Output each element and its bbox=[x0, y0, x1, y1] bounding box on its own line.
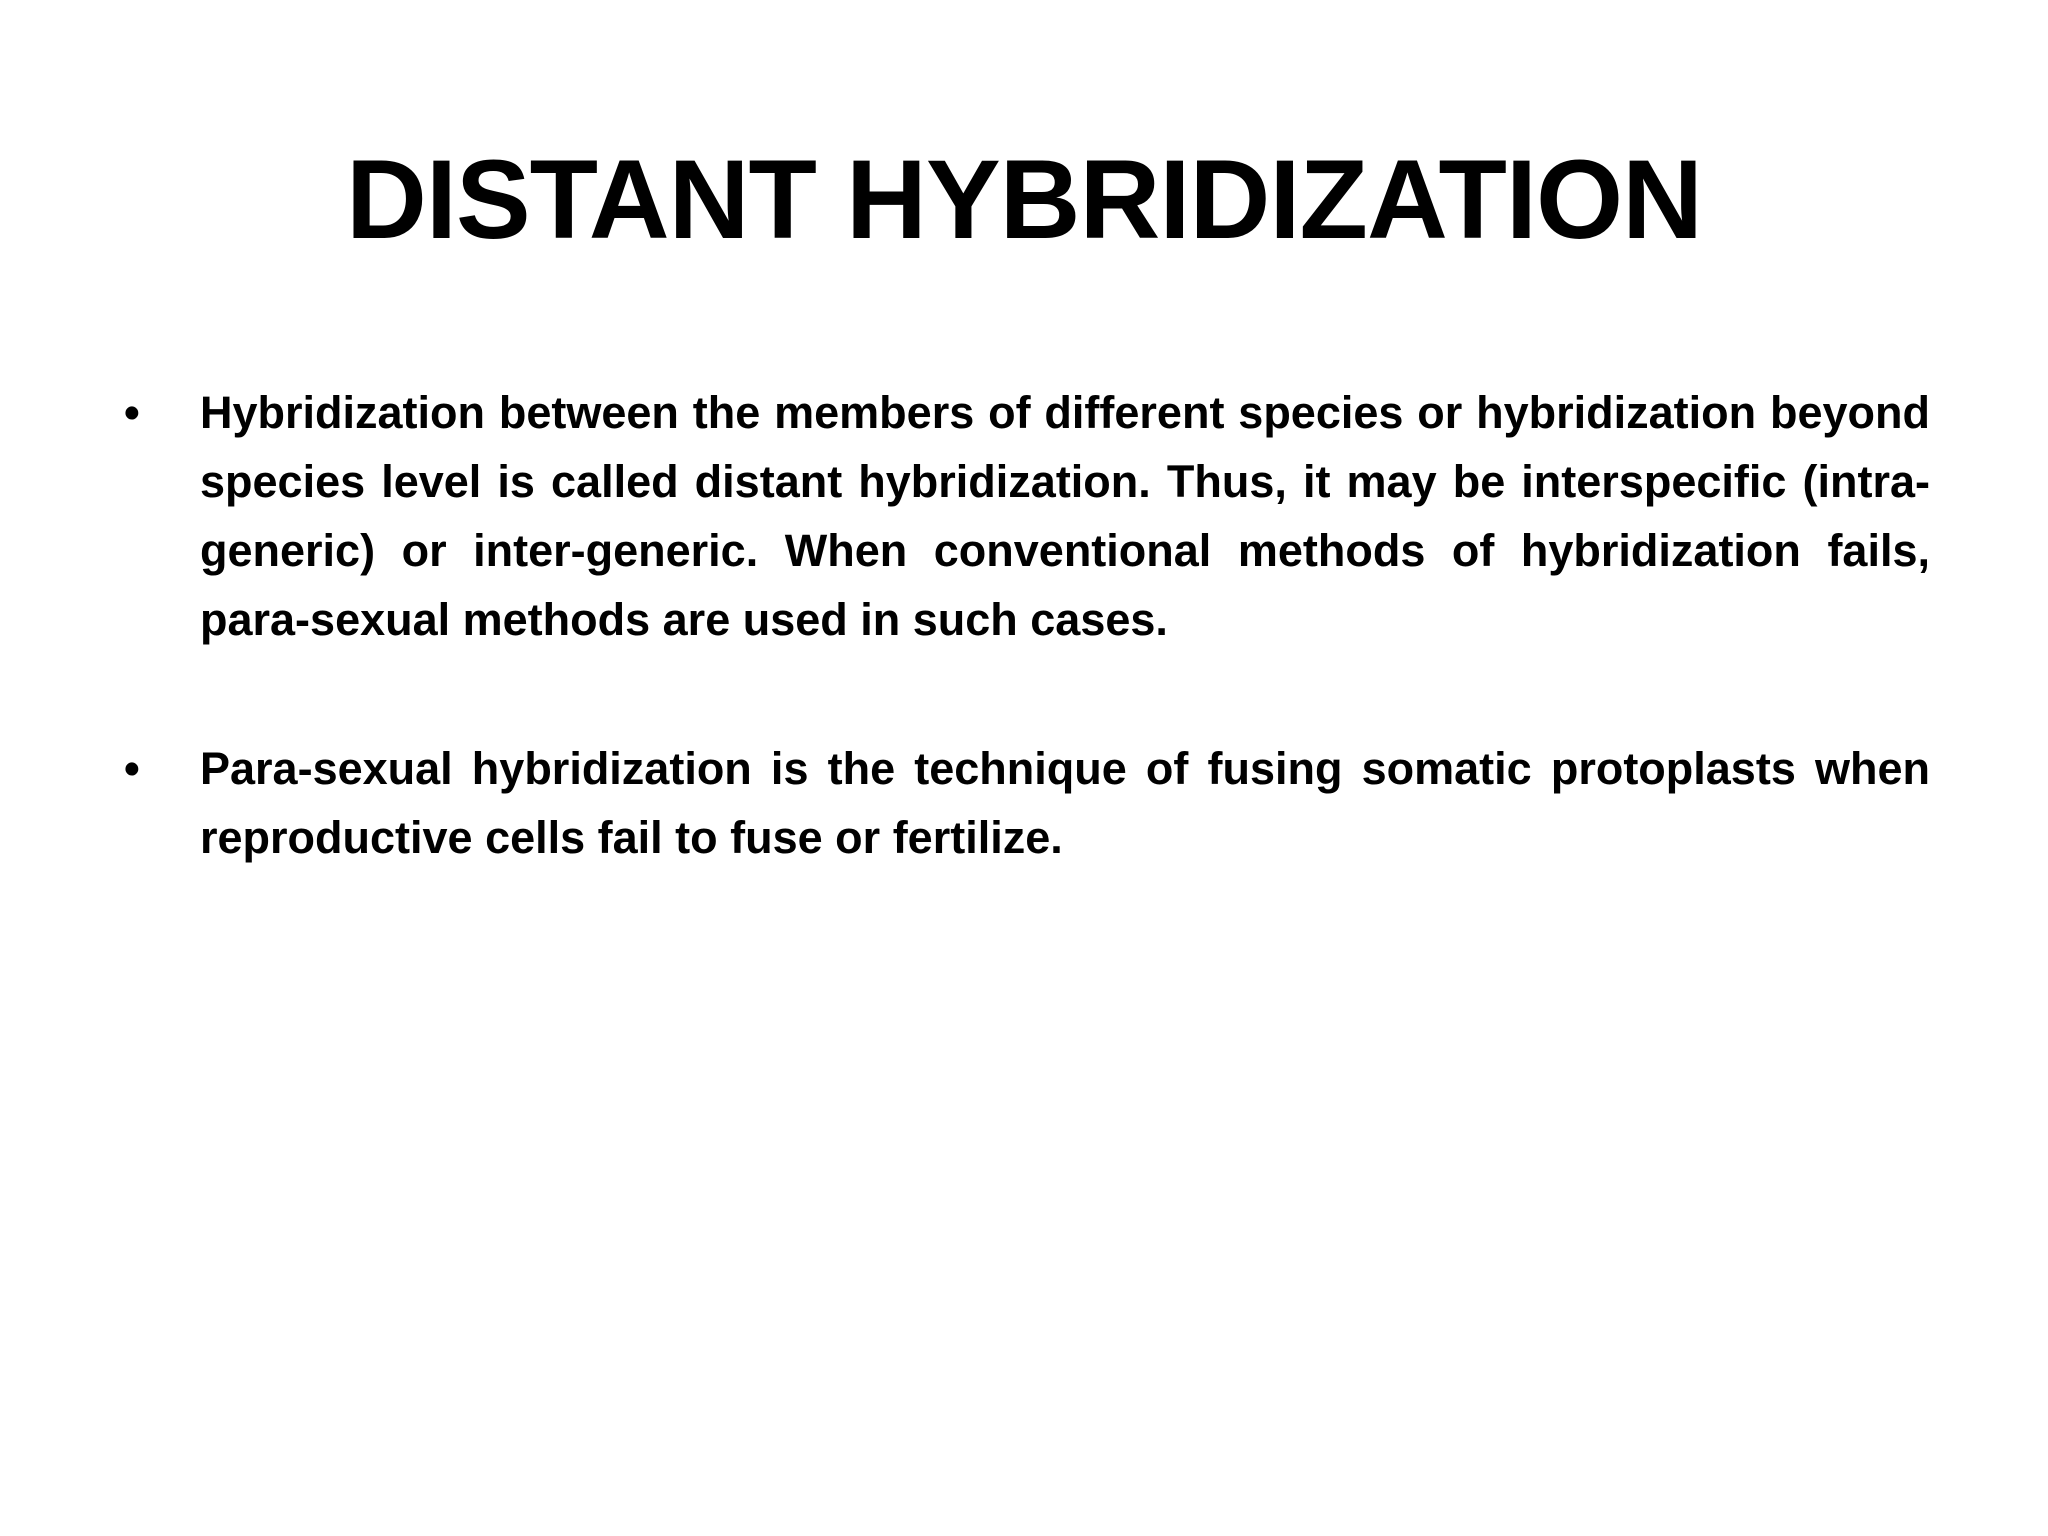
bullet-text: Hybridization between the members of different species or hybridization beyond species level is called distant hybridization. Thus, it may be interspecific (intra-generic) or inter-generic. When conventional methods of hybridization fails, para-sexual methods are used in such cases. bbox=[200, 387, 1930, 645]
bullet-item bbox=[124, 378, 1930, 654]
bullet-item bbox=[124, 734, 1930, 872]
bullet-icon: • bbox=[124, 743, 140, 794]
bullet-icon: • bbox=[124, 387, 140, 438]
bullet-list bbox=[124, 378, 1930, 872]
bullet-text: Para-sexual hybridization is the technique of fusing somatic protoplasts when reproductive cells fail to fuse or fertilize. bbox=[200, 743, 1930, 863]
slide-title: DISTANT HYBRIDIZATION bbox=[345, 137, 1703, 262]
